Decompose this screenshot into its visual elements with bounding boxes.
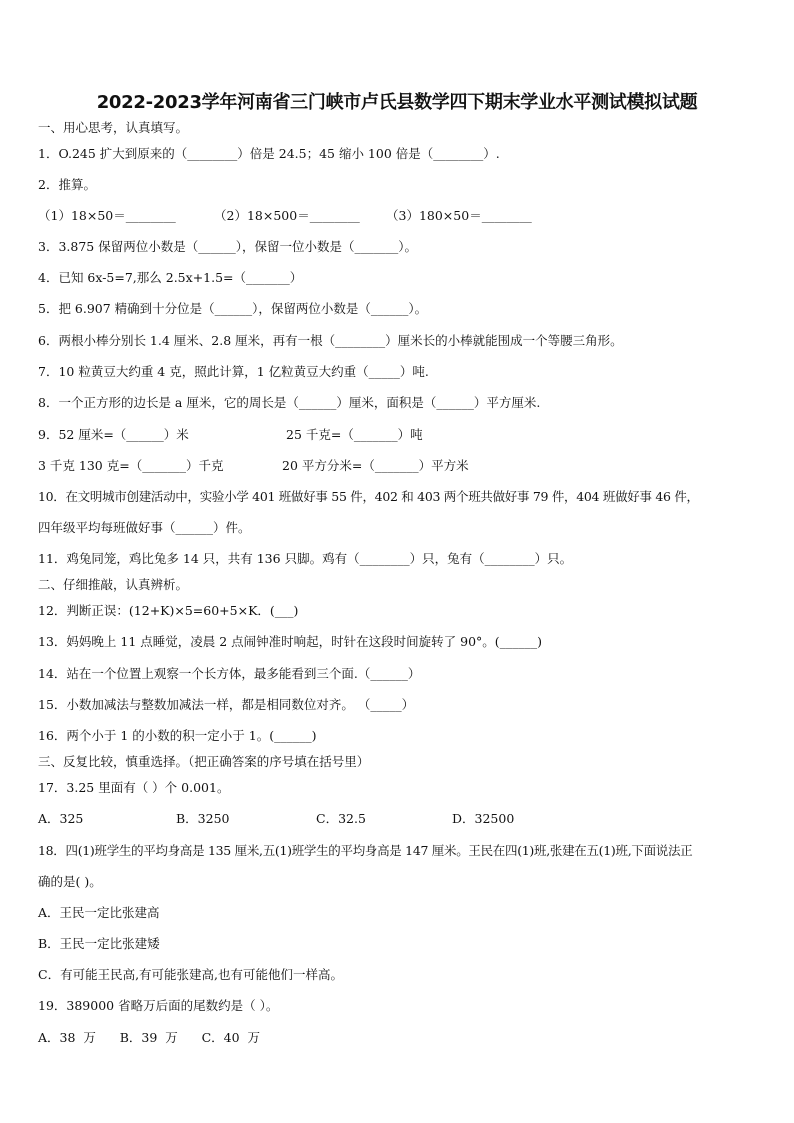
question-19-options: A．38 万 B．39 万 C．40 万 (38, 1030, 261, 1045)
question-16: 16．两个小于 1 的小数的积一定小于 1。(______) (38, 728, 317, 743)
question-9-part-2: 25 千克=（_______）吨 (286, 427, 423, 442)
question-18-option-a: A．王民一定比张建高 (38, 905, 160, 920)
question-6: 6．两根小棒分别长 1.4 厘米、2.8 厘米，再有一根（________）厘米长的小棒就能围成一个等腰三角形。 (38, 333, 623, 348)
page-title: 2022-2023学年河南省三门峡市卢氏县数学四下期末学业水平测试模拟试题 (96, 92, 698, 113)
question-13: 13．妈妈晚上 11 点睡觉，凌晨 2 点闹钟准时响起，时针在这段时间旋转了 90°。(______) (38, 634, 543, 649)
question-4: 4．已知 6x-5=7,那么 2.5x+1.5=（_______） (38, 270, 303, 285)
question-2-part-3: （3）180×50＝________ (386, 208, 532, 223)
section-heading: 三、反复比较，慎重选择。（把正确答案的序号填在括号里） (38, 754, 370, 769)
question-2-part-2: （2）18×500＝________ (214, 208, 360, 223)
question-10-continued: 四年级平均每班做好事（______）件。 (38, 520, 251, 535)
question-14: 14．站在一个位置上观察一个长方体，最多能看到三个面.（______） (38, 666, 421, 681)
question-2-part-1: （1）18×50＝________ (38, 208, 176, 223)
question-8: 8．一个正方形的边长是 a 厘米，它的周长是（______）厘米，面积是（______）平方厘米. (38, 395, 541, 410)
question-18-option-c: C．有可能王民高,有可能张建高,也有可能他们一样高。 (38, 967, 344, 982)
question-17-option-a: A．325 (38, 811, 84, 826)
question-18-option-b: B．王民一定比张建矮 (38, 936, 160, 951)
question-17-option-c: C．32.5 (316, 811, 366, 826)
question-9-part-1: 9．52 厘米=（______）米 (38, 427, 189, 442)
question-17: 17．3.25 里面有（ ）个 0.001。 (38, 780, 230, 795)
question-15: 15．小数加减法与整数加减法一样，都是相同数位对齐。 （_____） (38, 697, 415, 712)
question-9-part-3: 3 千克 130 克=（_______）千克 (38, 458, 224, 473)
section-heading: 一、用心思考，认真填写。 (38, 120, 189, 135)
question-18: 18．四(1)班学生的平均身高是 135 厘米,五(1)班学生的平均身高是 147 厘米。王民在四(1)班,张建在五(1)班,下面说法正 (38, 843, 693, 858)
question-3: 3．3.875 保留两位小数是（______），保留一位小数是（_______）。 (38, 239, 417, 254)
question-17-option-b: B．3250 (176, 811, 230, 826)
question-18-continued: 确的是( )。 (38, 874, 102, 889)
question-10: 10．在文明城市创建活动中，实验小学 401 班做好事 55 件，402 和 403 两个班共做好事 79 件，404 班做好事 46 件， (38, 489, 699, 504)
question-17-option-d: D．32500 (452, 811, 515, 826)
question-19: 19．389000 省略万后面的尾数约是（ ）。 (38, 998, 279, 1013)
question-1: 1．O.245 扩大到原来的（________）倍是 24.5；45 缩小 100 倍是（________）. (38, 146, 500, 161)
question-5: 5．把 6.907 精确到十分位是（______），保留两位小数是（______）。 (38, 301, 428, 316)
question-2: 2．推算。 (38, 177, 96, 192)
section-heading: 二、仔细推敲，认真辨析。 (38, 577, 189, 592)
question-12: 12．判断正误：(12+K)×5=60+5×K．(___) (38, 603, 299, 618)
question-7: 7．10 粒黄豆大约重 4 克，照此计算，1 亿粒黄豆大约重（_____）吨. (38, 364, 429, 379)
question-9-part-4: 20 平方分米=（_______）平方米 (282, 458, 469, 473)
question-11: 11．鸡兔同笼，鸡比兔多 14 只，共有 136 只脚。鸡有（________）只，兔有（________）只。 (38, 551, 573, 566)
